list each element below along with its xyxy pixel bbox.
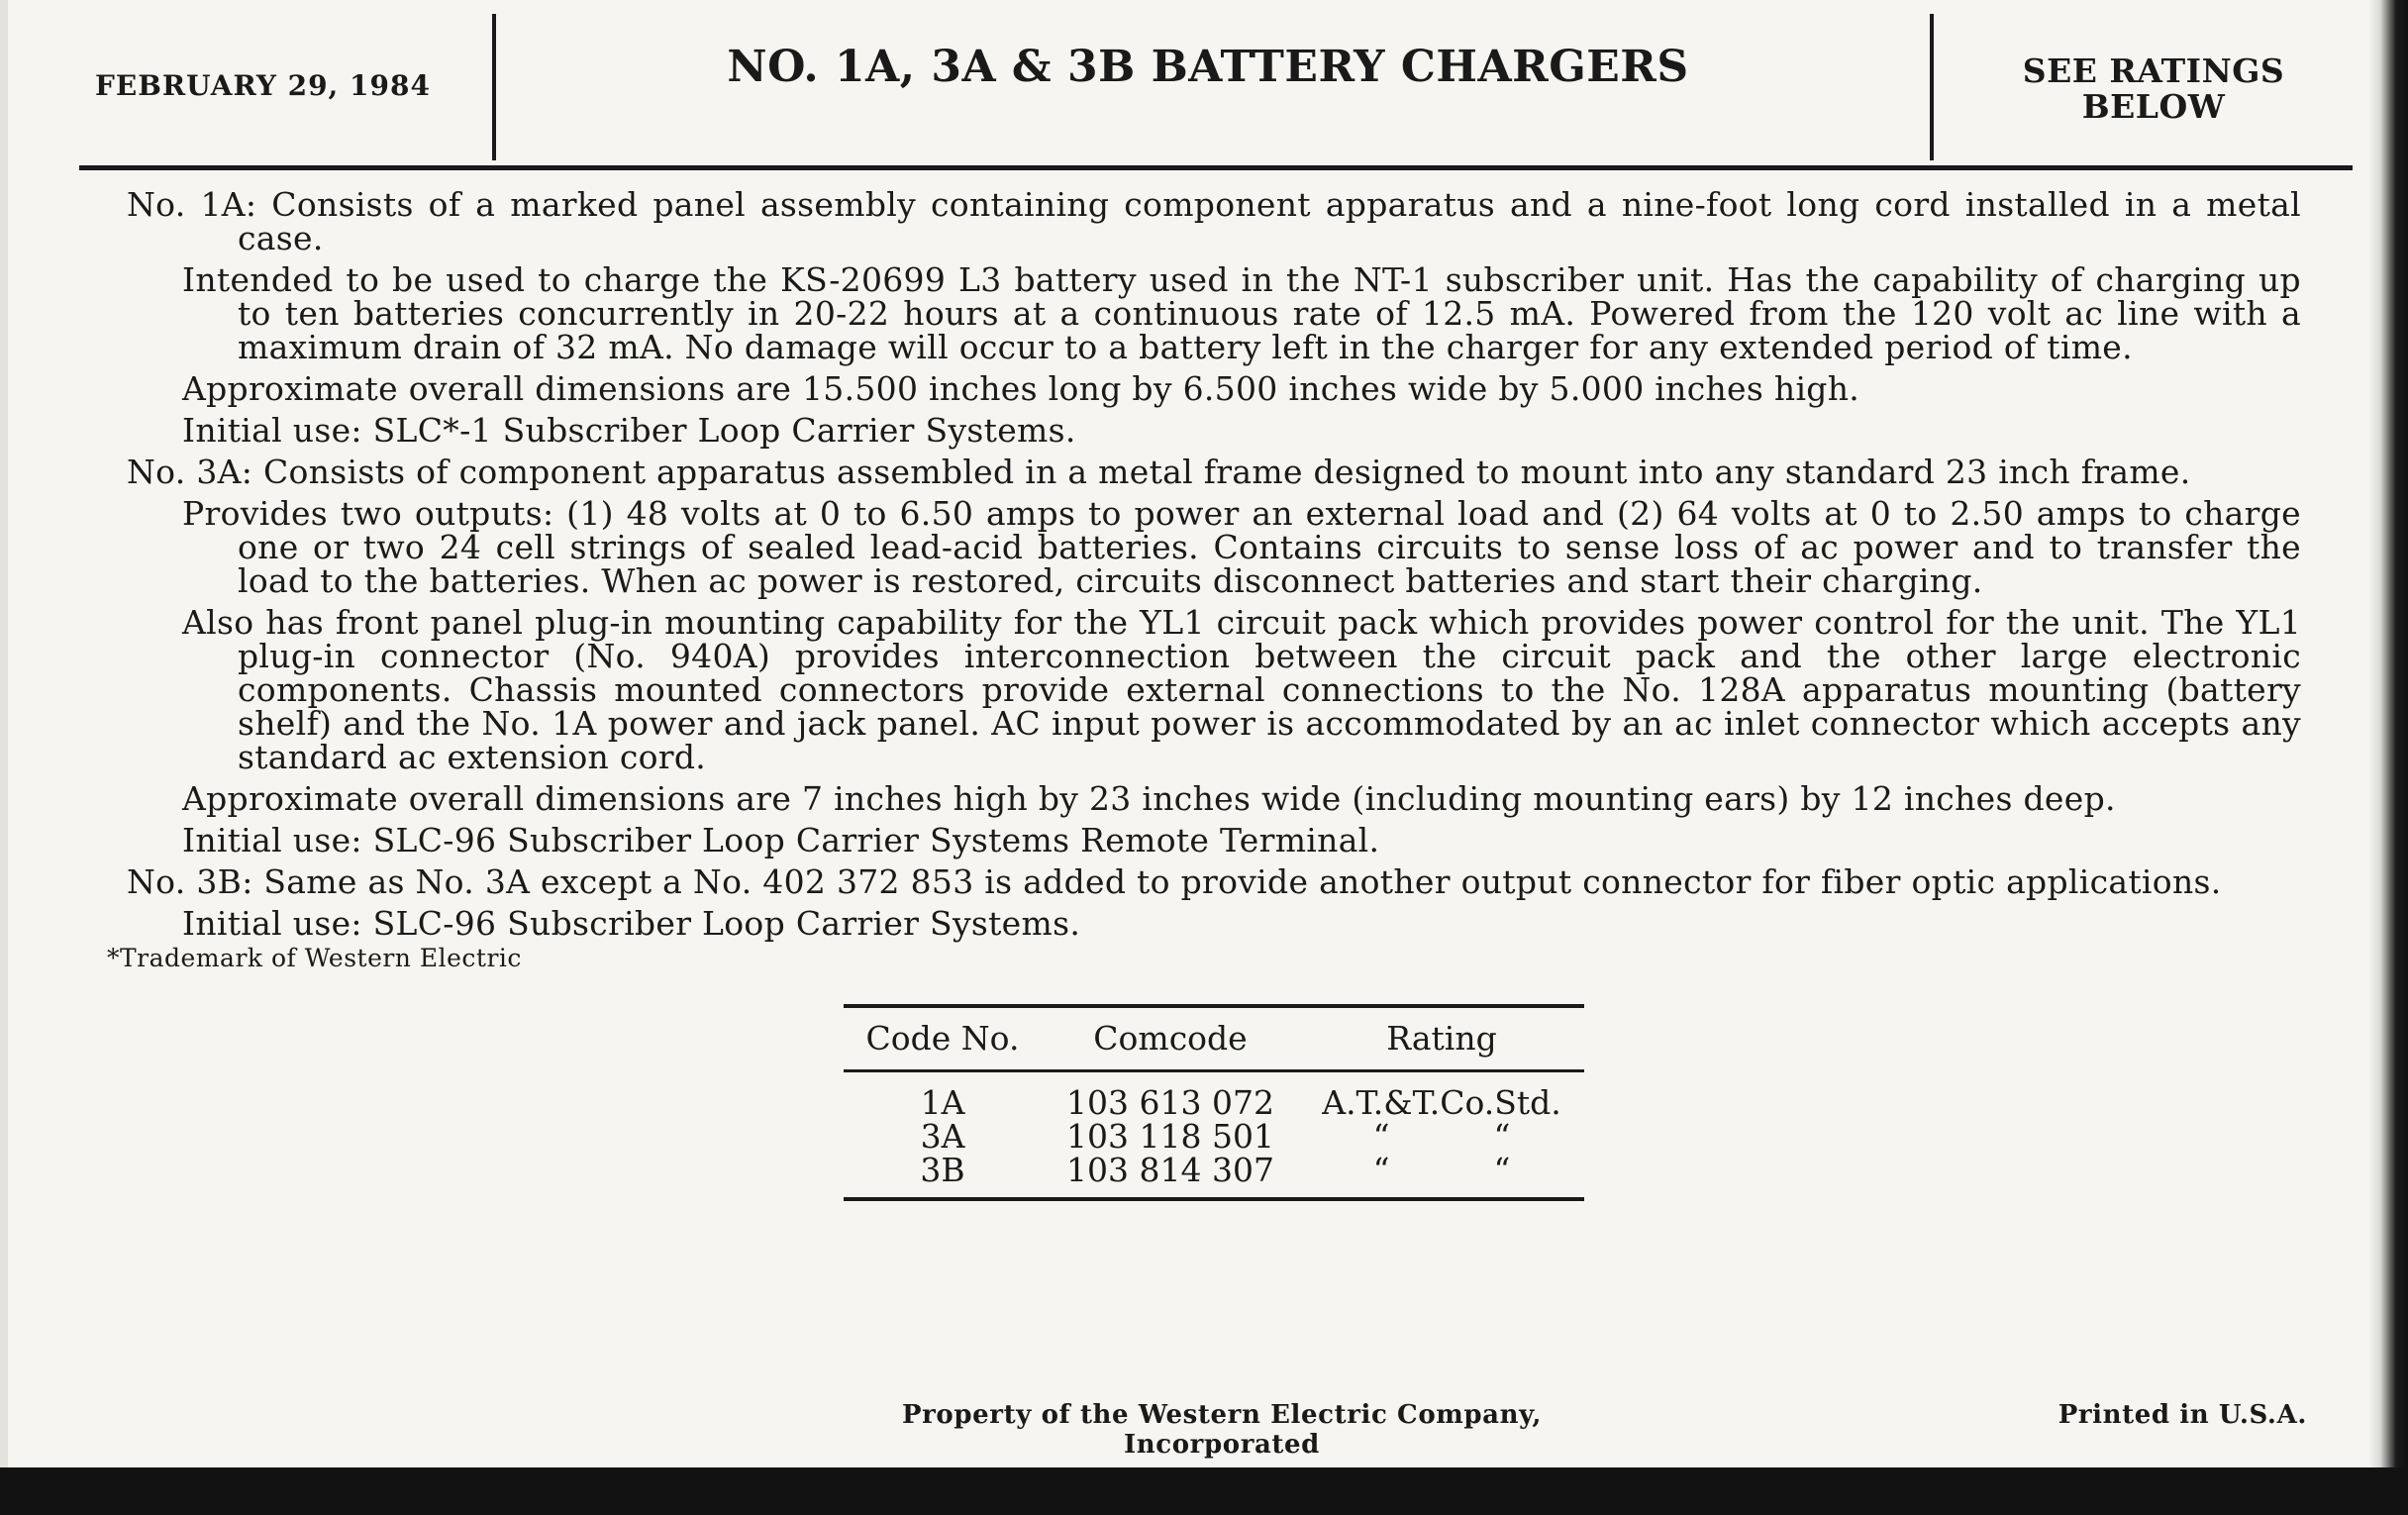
header-divider-left (492, 14, 496, 160)
ratings-note-line2: BELOW (2081, 87, 2226, 126)
table-row (844, 1117, 1584, 1156)
column-header-comcode: Comcode (1093, 1019, 1248, 1058)
no3b-intro: No. 3B: Same as No. 3A except a No. 402 372 853 is added to provide another output connector for fiber optic applications. (127, 862, 2222, 901)
cell-rating: “ “ (1372, 1151, 1511, 1189)
no1a-initial-use: Initial use: SLC*-1 Subscriber Loop Carrier Systems. (182, 411, 1076, 450)
page-edge (0, 0, 8, 1467)
property-notice: Property of the Western Electric Company, Incorporated (901, 1400, 1542, 1460)
cell-comcode: 103 814 307 (1066, 1151, 1274, 1189)
table-rule-bottom (844, 1197, 1584, 1201)
no1a-dimensions: Approximate overall dimensions are 15.500 inches long by 6.500 inches wide by 5.000 inches high. (182, 369, 1860, 408)
no3a-mounting: Also has front panel plug-in mounting capability for the YL1 circuit pack which provides power control for the unit. The YL1 plug-in connector (No. 940A) provides interconnection between the circuit pack and the other large electronic components. Chassis mounted connectors provide external connections to the No. 128A apparatus mounting (battery shelf) and the No. 1A power and jack panel. AC input power is accommodated by an ac inlet connector which accepts any standard ac extension cord. (182, 603, 2301, 776)
printed-notice: Printed in U.S.A. (2057, 1400, 2307, 1430)
no3b-initial-use: Initial use: SLC-96 Subscriber Loop Carrier Systems. (182, 904, 1081, 943)
trademark-footnote: *Trademark of Western Electric (107, 944, 522, 972)
document-title: NO. 1A, 3A & 3B BATTERY CHARGERS (727, 42, 1689, 92)
cell-code: 1A (920, 1083, 965, 1122)
cell-code: 3A (920, 1117, 965, 1156)
table-row (844, 1083, 1584, 1122)
no1a-intro: No. 1A: Consists of a marked panel assembly containing component apparatus and a nine-foot long cord installed in a metal case. (127, 185, 2301, 257)
publication-date: FEBRUARY 29, 1984 (95, 69, 431, 102)
table-body (844, 1072, 1584, 1197)
column-header-code: Code No. (865, 1019, 1020, 1058)
cell-comcode: 103 613 072 (1066, 1083, 1274, 1122)
scan-edge-bottom (0, 1467, 2408, 1515)
cell-rating: A.T.&T.Co.Std. (1322, 1083, 1561, 1122)
no3a-initial-use: Initial use: SLC-96 Subscriber Loop Carrier Systems Remote Terminal. (182, 821, 1380, 859)
cell-code: 3B (920, 1151, 965, 1189)
header-divider-right (1930, 14, 1934, 160)
cell-comcode: 103 118 501 (1066, 1117, 1274, 1156)
no3a-dimensions: Approximate overall dimensions are 7 inches high by 23 inches wide (including mounting ears) by 12 inches deep. (182, 779, 2116, 818)
ratings-note-line1: SEE RATINGS (2022, 51, 2285, 90)
scan-edge-right (2368, 0, 2408, 1515)
no3a-intro: No. 3A: Consists of component apparatus assembled in a metal frame designed to mount into any standard 23 inch frame. (127, 453, 2191, 491)
ratings-note (1941, 53, 2366, 125)
no3a-outputs: Provides two outputs: (1) 48 volts at 0 to 6.50 amps to power an external load and (2) 64 volts at 0 to 2.50 amps to charge one or two 24 cell strings of sealed lead-acid batteries. Contains circuits to sense loss of ac power and to transfer the load to the batteries. When ac power is restored, circuits disconnect batteries and start their charging. (182, 494, 2301, 600)
no1a-description: Intended to be used to charge the KS-20699 L3 battery used in the NT-1 subscriber unit. Has the capability of charging up to ten batteries concurrently in 20-22 hours at a continuous rate of 12.5 mA. Powered from the 120 volt ac line with a maximum drain of 32 mA. No damage will occur to a battery left in the charger for any extended period of time. (182, 260, 2301, 366)
ratings-table (844, 1004, 1584, 1201)
table-header-row (844, 1008, 1584, 1069)
cell-rating: “ “ (1372, 1117, 1511, 1156)
column-header-rating: Rating (1386, 1019, 1497, 1058)
header-rule (79, 165, 2353, 170)
table-row (844, 1151, 1584, 1189)
document-body (107, 185, 2301, 974)
